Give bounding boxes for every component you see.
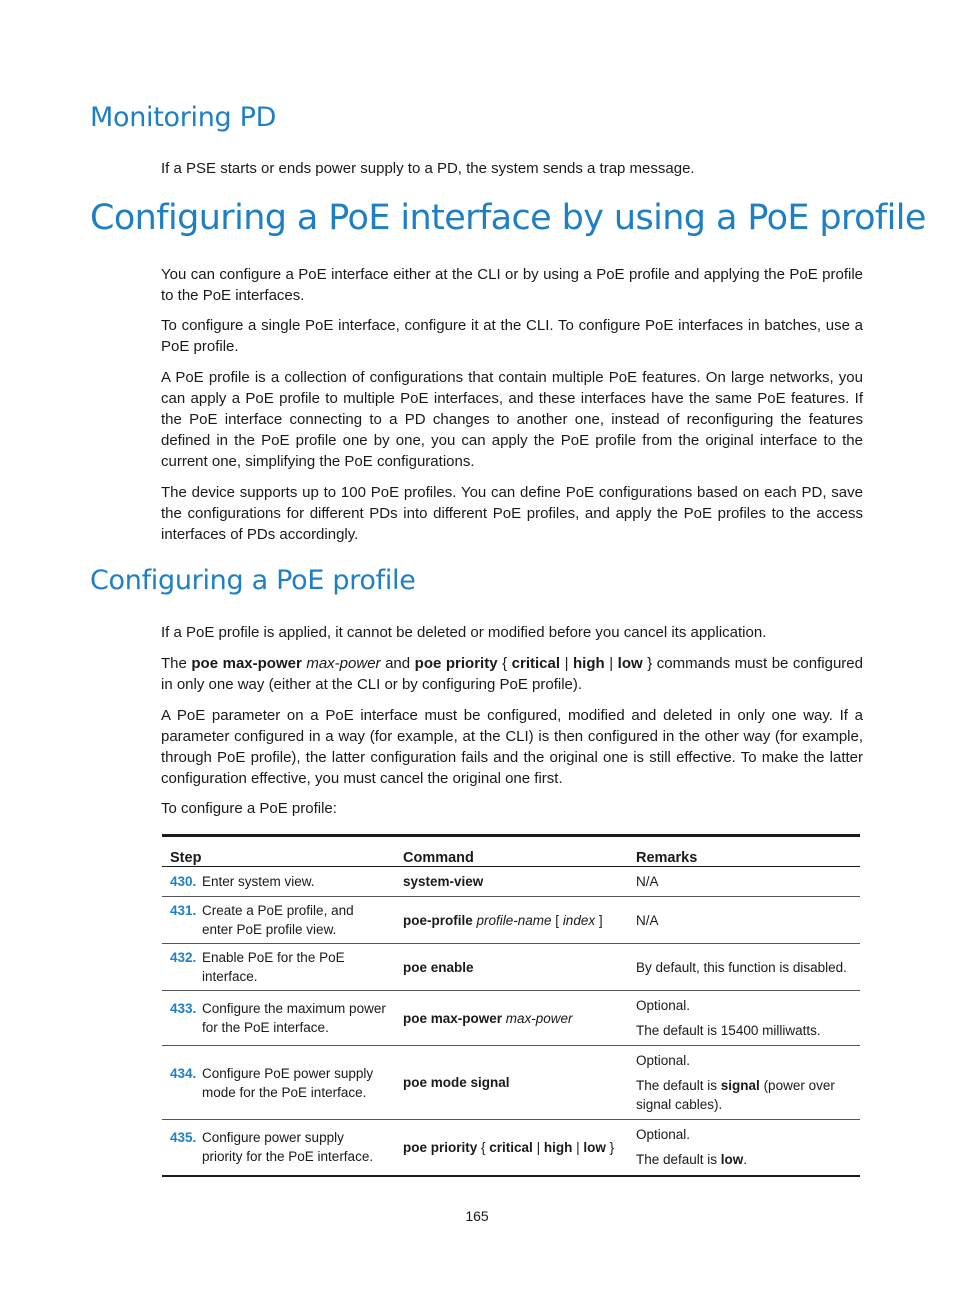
table-row	[162, 897, 860, 944]
step-cell	[170, 901, 387, 939]
step-text: Configure power supply priority for the PoE interface.	[202, 1130, 374, 1165]
header-remarks: Remarks	[628, 836, 860, 867]
configuration-steps-table	[162, 834, 860, 1177]
paragraph: To configure a PoE profile:	[161, 800, 337, 817]
step-text: Enter system view.	[202, 874, 315, 889]
paragraph: A PoE profile is a collection of configurations that contain multiple PoE features. On large networks, you can apply a PoE profile to multiple PoE interfaces, and these interfaces have the same PoE features. If the PoE interface connecting to a PD changes to another one, instead of reconfiguring the features defined in the PoE profile one by one, you can apply the PoE profile from the original interface to the current one, simplifying the PoE configurations.	[161, 369, 863, 470]
paragraph-commands-note: The poe max-power max-power and poe priority { critical | high | low } commands must be configured in only one way (either at the CLI or by configuring PoE profile).	[161, 655, 863, 693]
step-number: 435.	[170, 1130, 197, 1146]
paragraph: A PoE parameter on a PoE interface must be configured, modified and deleted in only one way. If a parameter configured in a way (for example, at the CLI) is then configured in the other way (for example, through PoE profile), the latter configuration fails and the original one is still effective. To make the latter configuration effective, you must cancel the original one first.	[161, 707, 863, 787]
step-cell	[170, 1064, 387, 1102]
remarks-cell: N/A	[628, 867, 860, 897]
table-row	[162, 944, 860, 991]
remarks-cell: N/A	[628, 897, 860, 944]
paragraph: If a PoE profile is applied, it cannot be deleted or modified before you cancel its application.	[161, 624, 767, 641]
table-row	[162, 1120, 860, 1176]
remarks-cell: By default, this function is disabled.	[628, 944, 860, 991]
step-number: 432.	[170, 950, 197, 965]
command-cell: system-view	[395, 867, 628, 897]
section-heading-configuring-poe-profile: Configuring a PoE profile	[90, 565, 416, 596]
page-number: 165	[465, 1208, 489, 1224]
step-number: 431.	[170, 903, 197, 918]
paragraph: The device supports up to 100 PoE profiles. You can define PoE configurations based on each PD, save the configurations for different PDs into different PoE profiles, and apply the PoE profiles to the access interfaces of PDs accordingly.	[161, 484, 863, 543]
command-cell: poe enable	[395, 944, 628, 991]
paragraph: To configure a single PoE interface, configure it at the CLI. To configure PoE interfaces in batches, use a PoE profile.	[161, 317, 863, 355]
step-cell	[170, 999, 387, 1037]
paragraph: You can configure a PoE interface either at the CLI or by using a PoE profile and applying the PoE profile to the PoE interfaces.	[161, 266, 863, 304]
step-text: Configure the maximum power for the PoE interface.	[202, 1001, 386, 1035]
remarks-cell: Optional. The default is low.	[628, 1120, 860, 1176]
step-text: Create a PoE profile, and enter PoE profile view.	[202, 903, 354, 937]
command-cell: poe-profile profile-name [ index ]	[395, 897, 628, 944]
table-row	[162, 1046, 860, 1120]
step-text: Configure PoE power supply mode for the PoE interface.	[202, 1065, 374, 1100]
command-cell: poe mode signal	[395, 1046, 628, 1120]
step-cell	[170, 948, 387, 986]
paragraph: If a PSE starts or ends power supply to a PD, the system sends a trap message.	[161, 160, 695, 177]
chapter-heading: Configuring a PoE interface by using a PoE profile	[90, 198, 926, 238]
remarks-cell: Optional. The default is 15400 milliwatts.	[628, 991, 860, 1046]
step-cell	[170, 872, 387, 891]
step-number: 434.	[170, 1065, 197, 1081]
step-number: 433.	[170, 1001, 197, 1016]
header-command: Command	[395, 836, 628, 867]
remarks-cell: Optional. The default is signal (power over signal cables).	[628, 1046, 860, 1120]
table-row	[162, 991, 860, 1046]
command-cell: poe priority { critical | high | low }	[395, 1120, 628, 1176]
command-cell: poe max-power max-power	[395, 991, 628, 1046]
step-cell	[170, 1128, 387, 1166]
step-number: 430.	[170, 874, 197, 889]
section-heading-monitoring-pd: Monitoring PD	[90, 102, 277, 133]
table-header-row	[162, 836, 860, 867]
header-step: Step	[162, 836, 395, 867]
step-text: Enable PoE for the PoE interface.	[202, 950, 345, 984]
table-row	[162, 867, 860, 897]
